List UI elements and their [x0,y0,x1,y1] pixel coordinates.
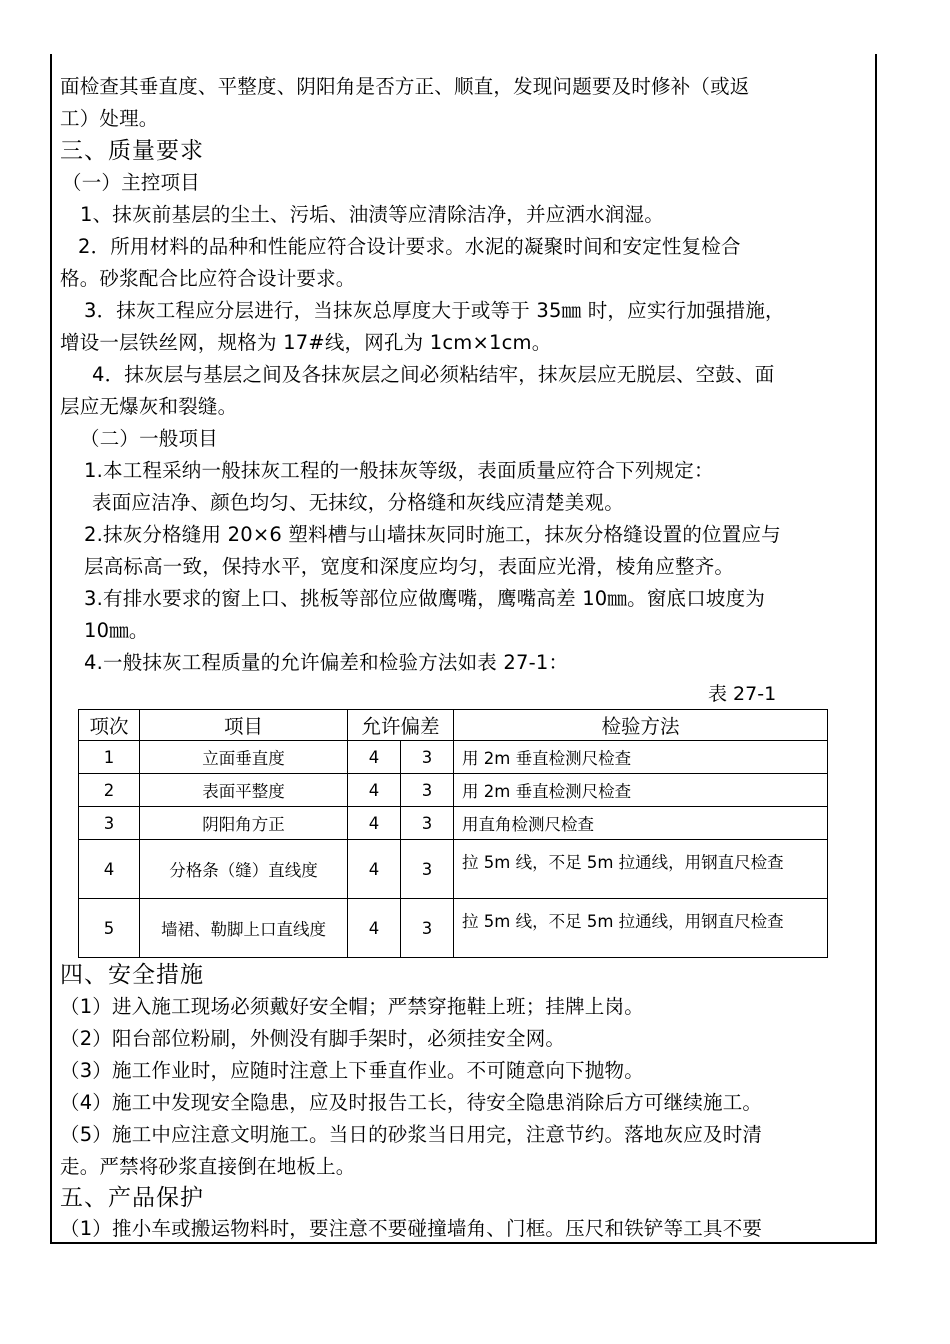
cell-item: 分格条（缝）直线度 [140,840,348,899]
cell-item: 墙裙、勒脚上口直线度 [140,899,348,958]
text-line: 2.抹灰分格缝用 20×6 塑料槽与山墙抹灰同时施工，抹灰分格缝设置的位置应与 [84,523,781,546]
text-line: （2）阳台部位粉刷，外侧没有脚手架时，必须挂安全网。 [60,1027,566,1050]
cell-tol-a: 4 [348,807,401,840]
text-line: 10㎜。 [84,619,149,642]
cell-method: 拉 5m 线，不足 5m 拉通线，用钢直尺检查 [454,840,828,899]
cell-method: 用 2m 垂直检测尺检查 [454,741,828,774]
text-line: （3）施工作业时，应随时注意上下垂直作业。不可随意向下抛物。 [60,1059,644,1082]
text-line: （4）施工中发现安全隐患，应及时报告工长，待安全隐患消除后方可继续施工。 [60,1091,763,1114]
text-line: 表面应洁净、颜色均匀、无抹纹，分格缝和灰线应清楚美观。 [92,491,624,514]
cell-method: 用直角检测尺检查 [454,807,828,840]
text-line: （1）进入施工现场必须戴好安全帽；严禁穿拖鞋上班；挂牌上岗。 [60,995,644,1018]
cell-no: 1 [79,741,140,774]
text-line: 增设一层铁丝网，规格为 17#线，网孔为 1cm×1cm。 [60,331,552,354]
tolerance-table [78,709,828,958]
table-row [79,741,828,774]
text-line: （1）推小车或搬运物料时，要注意不要碰撞墙角、门框。压尺和铁铲等工具不要 [60,1217,763,1240]
text-line: 1.本工程采纳一般抹灰工程的一般抹灰等级，表面质量应符合下列规定： [84,459,714,482]
cell-item: 立面垂直度 [140,741,348,774]
cell-tol-a: 4 [348,774,401,807]
cell-method: 用 2m 垂直检测尺检查 [454,774,828,807]
text-line: 4．抹灰层与基层之间及各抹灰层之间必须粘结牢，抹灰层应无脱层、空鼓、面 [92,363,775,386]
cell-method: 拉 5m 线，不足 5m 拉通线，用钢直尺检查 [454,899,828,958]
table-label: 表 27-1 [708,683,777,705]
header-tolerance: 允许偏差 [348,710,454,741]
cell-tol-a: 4 [348,899,401,958]
text-line: 面检查其垂直度、平整度、阴阳角是否方正、顺直，发现问题要及时修补（或返 [60,75,750,98]
text-line: 3.有排水要求的窗上口、挑板等部位应做鹰嘴，鹰嘴高差 10㎜。窗底口坡度为 [84,587,766,610]
text-line: 走。严禁将砂浆直接倒在地板上。 [60,1155,356,1178]
table-row [79,774,828,807]
cell-tol-b: 3 [401,899,454,958]
subheading-main-items: （一）主控项目 [62,171,200,194]
cell-item: 阴阳角方正 [140,807,348,840]
text-line: 4.一般抹灰工程质量的允许偏差和检验方法如表 27-1： [84,651,569,674]
table-row [79,807,828,840]
cell-item: 表面平整度 [140,774,348,807]
cell-tol-a: 4 [348,741,401,774]
table-row [79,899,828,958]
text-line: 层应无爆灰和裂缝。 [60,395,238,418]
header-item: 项目 [140,710,348,741]
subheading-general-items: （二）一般项目 [80,427,218,450]
cell-tol-b: 3 [401,807,454,840]
cell-no: 4 [79,840,140,899]
header-method: 检验方法 [454,710,828,741]
cell-no: 3 [79,807,140,840]
cell-tol-b: 3 [401,774,454,807]
table-row [79,840,828,899]
text-line: 工）处理。 [60,107,159,130]
text-line: （5）施工中应注意文明施工。当日的砂浆当日用完，注意节约。落地灰应及时清 [60,1123,763,1146]
table-header-row [79,710,828,741]
text-line: 3．抹灰工程应分层进行，当抹灰总厚度大于或等于 35㎜ 时，应实行加强措施， [84,299,785,322]
section-heading-quality: 三、质量要求 [60,138,204,164]
cell-tol-b: 3 [401,741,454,774]
text-line: 格。砂浆配合比应符合设计要求。 [60,267,356,290]
cell-no: 2 [79,774,140,807]
cell-tol-b: 3 [401,840,454,899]
cell-tol-a: 4 [348,840,401,899]
cell-no: 5 [79,899,140,958]
header-item-no: 项次 [79,710,140,741]
text-line: 2．所用材料的品种和性能应符合设计要求。水泥的凝聚时间和安定性复检合 [78,235,741,258]
text-line: 层高标高一致，保持水平，宽度和深度应均匀，表面应光滑，棱角应整齐。 [84,555,735,578]
text-line: 1、抹灰前基层的尘土、污垢、油渍等应清除洁净，并应洒水润湿。 [80,203,664,226]
section-heading-safety: 四、安全措施 [60,962,204,988]
section-heading-protection: 五、产品保护 [60,1185,204,1211]
